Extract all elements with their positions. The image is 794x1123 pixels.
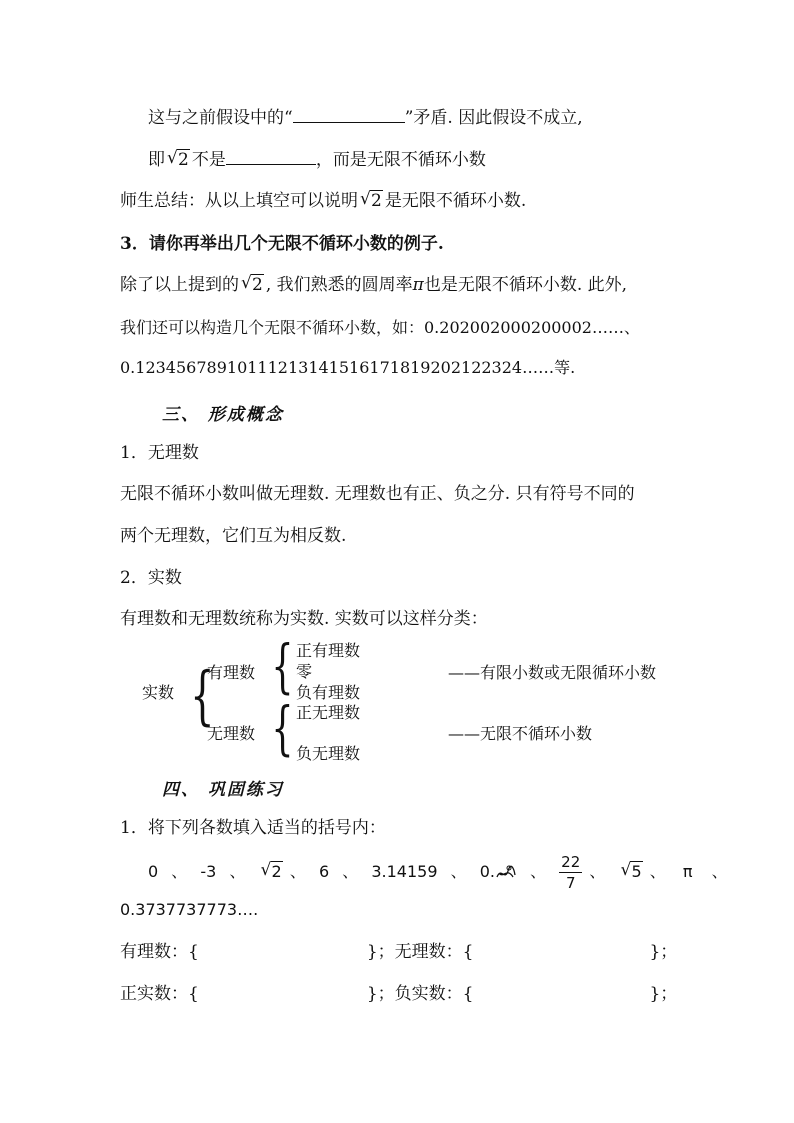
positive-answer-label: 正实数：{	[120, 984, 199, 1004]
rational-positive: 正有理数	[296, 641, 361, 660]
negative-answer-label: }；负实数：{	[366, 984, 474, 1004]
class-root: 实数	[142, 683, 175, 702]
number-item-repeating: 0.	[480, 862, 517, 881]
answer-line-2: 正实数：{ }；负实数：{ }；	[120, 984, 678, 1004]
brace-irrational: {	[271, 694, 294, 762]
para-line-sqrt2	[148, 148, 486, 172]
answer-line-1: 有理数：{ }；无理数：{ }；	[120, 942, 678, 962]
class-rational: 有理数	[207, 663, 256, 682]
q3-line-3: 0.12345678910111213141516171819202122324……等.	[120, 358, 576, 377]
sqrt-expression: √ 2	[167, 148, 189, 170]
q3-line-2: 我们还可以构造几个无限不循环小数，如：0.202002000200002……、	[120, 318, 640, 337]
irrational-note: ——无限不循环小数	[448, 724, 593, 743]
q3-line-1: 除了以上提到的 √ 2 , 我们熟悉的圆周率π也是无限不循环小数. 此外,	[120, 273, 628, 295]
text-segment: 这与之前假设中的“	[148, 108, 293, 128]
irrational-positive: 正无理数	[296, 703, 361, 722]
rational-negative: 负有理数	[296, 683, 361, 702]
scribble-icon	[495, 863, 517, 883]
sqrt-expression: √ 2	[360, 189, 382, 211]
number-item-fraction: $\frac{22}{7}$	[561, 853, 581, 892]
fill-blank[interactable]	[226, 148, 316, 165]
real-def-line: 有理数和无理数统称为实数. 实数可以这样分类：	[120, 609, 488, 629]
rational-answer-label: 有理数：{	[120, 942, 199, 962]
section-heading-3: 三、 形成概念	[162, 405, 284, 425]
exercise-1-prompt: 1．将下列各数填入适当的括号内：	[120, 818, 386, 838]
para-line-contradiction	[148, 106, 583, 130]
question-3-title: 3．请你再举出几个无限不循环小数的例子.	[120, 234, 444, 254]
irrational-def-line-1: 无限不循环小数叫做无理数. 无理数也有正、负之分. 只有符号不同的	[120, 484, 635, 504]
sqrt-expression: √ 2	[241, 273, 263, 295]
text-segment: 是无限不循环小数.	[384, 191, 527, 211]
section-heading-4: 四、 巩固练习	[162, 780, 284, 800]
irrational-def-line-2: 两个无理数，它们互为相反数.	[120, 526, 347, 546]
number-item: -3	[200, 862, 217, 881]
number-item: 6	[318, 862, 330, 881]
irrational-negative: 负无理数	[296, 744, 361, 763]
irrational-answer-label: }；无理数：{	[366, 942, 474, 962]
rational-note: ——有限小数或无限循环小数	[448, 663, 657, 682]
text-segment: 师生总结：从以上填空可以说明	[120, 191, 358, 211]
number-item-sqrt5: √ 5	[620, 860, 642, 881]
number-item-sqrt2: √ 2	[260, 860, 282, 881]
number-list: 0 、 -3 、 √ 2 、 6 、 3.14159 、 0. 、 $\frac{22}{7}$ 、 √ 5 、 π 、	[148, 853, 728, 892]
subheading-irrational: 1．无理数	[120, 443, 199, 463]
number-item: 0	[148, 862, 159, 881]
fill-blank[interactable]	[293, 106, 405, 123]
text-segment: 不是	[191, 150, 226, 170]
brace-rational: {	[271, 632, 294, 700]
text-segment: ”矛盾. 因此假设不成立,	[404, 108, 583, 128]
summary-line	[120, 189, 526, 213]
subheading-real: 2．实数	[120, 568, 182, 588]
number-item-last: 0.3737737773….	[120, 900, 259, 919]
number-item: 3.14159	[371, 862, 438, 881]
pi-symbol: π	[412, 275, 424, 295]
brace-root: {	[190, 659, 215, 733]
rational-zero: 零	[296, 662, 313, 681]
number-item-pi: π	[682, 862, 693, 881]
class-irrational: 无理数	[207, 724, 256, 743]
text-segment: 即	[148, 150, 165, 170]
text-segment: ，而是无限不循环小数	[315, 150, 486, 170]
